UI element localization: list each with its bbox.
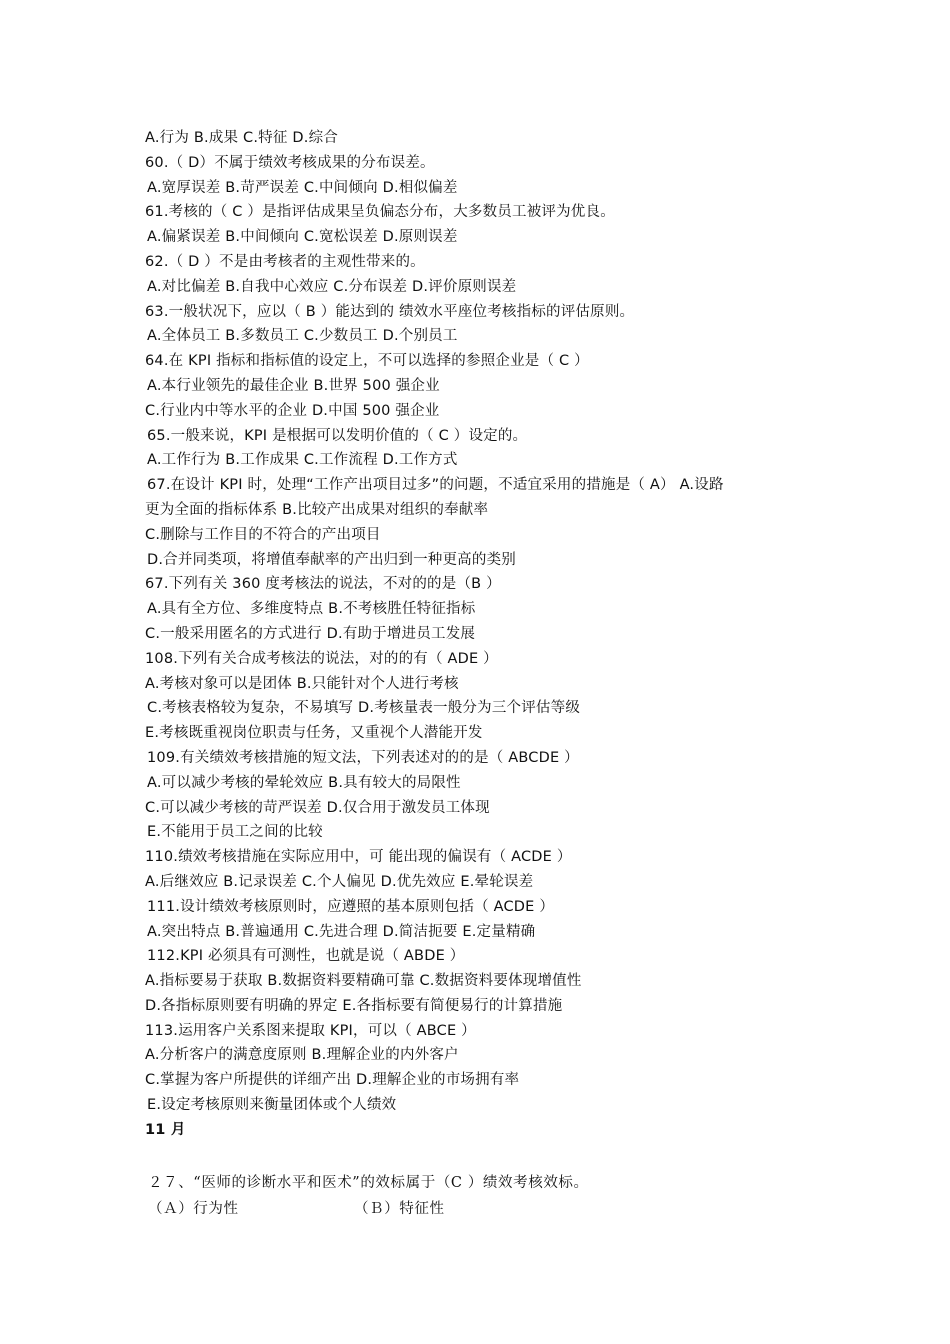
text-line: C.行业内中等水平的企业 D.中国 500 强企业 — [145, 402, 440, 419]
text-line: C.一般采用匿名的方式进行 D.有助于增进员工发展 — [145, 625, 476, 642]
option-a: （Ａ）行为性 — [148, 1201, 239, 1217]
text-line: A.后继效应 B.记录误差 C.个人偏见 D.优先效应 E.晕轮误差 — [145, 873, 534, 890]
text-line: 65.一般来说，KPI 是根据可以发明价值的（ C ）设定的。 — [147, 427, 528, 444]
text-line: E.考核既重视岗位职责与任务，又重视个人潜能开发 — [145, 725, 483, 742]
text-line: 112.KPI 必须具有可测性，也就是说（ ABDE ） — [147, 948, 465, 965]
text-line: 67.在设计 KPI 时，处理“工作产出项目过多”的问题，不适宜采用的措施是（ A） A.设路 — [147, 477, 724, 494]
text-line: A.考核对象可以是团体 B.只能针对个人进行考核 — [145, 675, 459, 692]
text-line: 110.绩效考核措施在实际应用中，可 能出现的偏误有（ ACDE ） — [145, 849, 572, 866]
text-line: 109.有关绩效考核措施的短文法，下列表述对的的是（ ABCDE ） — [147, 749, 579, 766]
text-line: A.偏紧误差 B.中间倾向 C.宽松误差 D.原则误差 — [147, 229, 458, 246]
text-line: A.指标要易于获取 B.数据资料要精确可靠 C.数据资料要体现增值性 — [145, 973, 582, 990]
text-line: 111.设计绩效考核原则时，应遵照的基本原则包括（ ACDE ） — [147, 898, 555, 915]
option-b: （Ｂ）特征性 — [354, 1201, 445, 1217]
text-line: A.具有全方位、多维度特点 B.不考核胜任特征指标 — [147, 601, 476, 618]
text-line: E.不能用于员工之间的比较 — [147, 824, 323, 841]
question-27: ２７、“医师的诊断水平和医术”的效标属于（C ）绩效考核效标。 — [148, 1175, 589, 1191]
text-line: D.合并同类项，将增值奉献率的产出归到一种更高的类别 — [147, 551, 516, 568]
text-line: A.宽厚误差 B.苛严误差 C.中间倾向 D.相似偏差 — [147, 179, 458, 196]
text-line: 更为全面的指标体系 B.比较产出成果对组织的奉献率 — [145, 501, 489, 518]
text-line: C.掌握为客户所提供的详细产出 D.理解企业的市场拥有率 — [145, 1072, 520, 1089]
question-list — [145, 126, 825, 1143]
text-line: D.各指标原则要有明确的界定 E.各指标要有简便易行的计算措施 — [145, 997, 563, 1014]
text-line: E.设定考核原则来衡量团体或个人绩效 — [147, 1097, 397, 1114]
text-line: C.考核表格较为复杂，不易填写 D.考核量表一般分为三个评估等级 — [147, 700, 581, 717]
text-line: A.行为 B.成果 C.特征 D.综合 — [145, 130, 338, 146]
question-27-block — [148, 1170, 828, 1222]
text-line: 61.考核的（ C ）是指评估成果呈负偏态分布，大多数员工被评为优良。 — [145, 204, 615, 221]
text-line: 67.下列有关 360 度考核法的说法，不对的的是（B ） — [145, 576, 501, 593]
text-line: C.可以减少考核的苛严误差 D.仅合用于激发员工体现 — [145, 799, 490, 816]
text-line: A.全体员工 B.多数员工 C.少数员工 D.个别员工 — [147, 328, 458, 345]
text-line: C.删除与工作目的不符合的产出项目 — [145, 526, 381, 543]
text-line: 108.下列有关合成考核法的说法，对的的有（ ADE ） — [145, 650, 498, 667]
options-row — [148, 1196, 828, 1222]
section-heading: 11 月 — [145, 1121, 186, 1138]
text-line: 64.在 KPI 指标和指标值的设定上，不可以选择的参照企业是（ C ） — [145, 353, 589, 370]
text-line: A.可以减少考核的晕轮效应 B.具有较大的局限性 — [147, 774, 461, 791]
text-line: 63.一般状况下，应以（ B ）能达到的 绩效水平座位考核指标的评估原则。 — [145, 303, 635, 320]
text-line: A.分析客户的满意度原则 B.理解企业的内外客户 — [145, 1047, 459, 1064]
text-line: 113.运用客户关系图来提取 KPI，可以（ ABCE ） — [145, 1022, 476, 1039]
text-line: A.对比偏差 B.自我中心效应 C.分布误差 D.评价原则误差 — [147, 278, 517, 295]
text-line: A.工作行为 B.工作成果 C.工作流程 D.工作方式 — [147, 452, 458, 469]
text-line: 62.（ D ）不是由考核者的主观性带来的。 — [145, 253, 425, 270]
text-line: A.本行业领先的最佳企业 B.世界 500 强企业 — [147, 377, 440, 394]
text-line: 60.（ D）不属于绩效考核成果的分布误差。 — [145, 154, 435, 171]
text-line: A.突出特点 B.普遍通用 C.先进合理 D.简洁扼要 E.定量精确 — [147, 923, 536, 940]
